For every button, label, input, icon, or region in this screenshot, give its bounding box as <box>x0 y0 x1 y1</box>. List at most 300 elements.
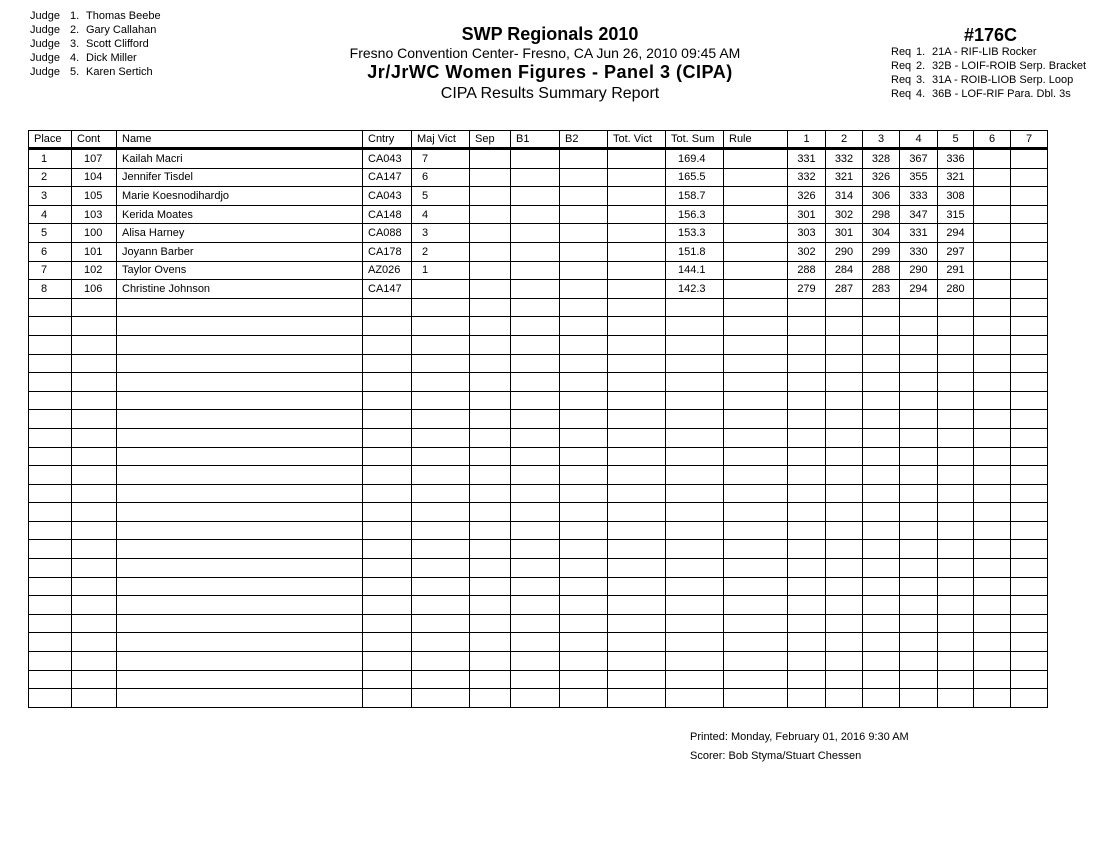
empty-cell <box>863 559 900 578</box>
empty-cell <box>29 335 72 354</box>
empty-cell <box>511 335 560 354</box>
cell-j3: 288 <box>863 261 900 280</box>
cell-j7 <box>1011 205 1048 224</box>
empty-cell <box>29 354 72 373</box>
empty-cell <box>117 335 363 354</box>
empty-cell <box>788 540 826 559</box>
cell-cont: 104 <box>72 168 117 187</box>
empty-cell <box>938 559 974 578</box>
cell-j3: 283 <box>863 280 900 299</box>
cell-b2 <box>560 261 608 280</box>
cell-j6 <box>974 205 1011 224</box>
cell-b2 <box>560 242 608 261</box>
empty-cell <box>863 428 900 447</box>
empty-cell <box>412 633 470 652</box>
cell-j1: 288 <box>788 261 826 280</box>
cell-j3: 328 <box>863 149 900 169</box>
cell-tot-vict <box>608 280 666 299</box>
empty-cell <box>788 391 826 410</box>
empty-cell <box>470 521 511 540</box>
empty-cell <box>900 484 938 503</box>
empty-cell <box>1011 335 1048 354</box>
empty-row <box>29 373 1048 392</box>
empty-cell <box>72 633 117 652</box>
empty-cell <box>363 335 412 354</box>
empty-cell <box>363 317 412 336</box>
cell-tot-vict <box>608 168 666 187</box>
empty-cell <box>412 298 470 317</box>
empty-cell <box>826 540 863 559</box>
empty-cell <box>724 521 788 540</box>
empty-cell <box>900 633 938 652</box>
cell-b1 <box>511 242 560 261</box>
cell-j2: 290 <box>826 242 863 261</box>
empty-cell <box>788 373 826 392</box>
cell-sep <box>470 187 511 206</box>
scorer-names: Scorer: Bob Styma/Stuart Chessen <box>690 750 862 762</box>
empty-cell <box>412 670 470 689</box>
empty-cell <box>724 670 788 689</box>
empty-cell <box>826 633 863 652</box>
empty-cell <box>608 521 666 540</box>
req-label: Req <box>891 60 912 72</box>
empty-cell <box>72 354 117 373</box>
cell-j1: 303 <box>788 224 826 243</box>
cell-j5: 291 <box>938 261 974 280</box>
req-number: 3. <box>916 74 926 86</box>
empty-cell <box>1011 521 1048 540</box>
empty-cell <box>938 354 974 373</box>
empty-cell <box>72 614 117 633</box>
empty-cell <box>938 521 974 540</box>
requirement-item <box>891 59 1100 73</box>
cell-rule <box>724 205 788 224</box>
empty-cell <box>863 335 900 354</box>
competition-title: SWP Regionals 2010 <box>461 24 639 44</box>
empty-cell <box>1011 540 1048 559</box>
cell-b1 <box>511 261 560 280</box>
cell-rule <box>724 168 788 187</box>
empty-cell <box>788 559 826 578</box>
empty-cell <box>72 373 117 392</box>
cell-tot-sum: 153.3 <box>666 224 724 243</box>
req-label: Req <box>891 88 912 100</box>
empty-cell <box>724 484 788 503</box>
empty-cell <box>724 559 788 578</box>
table-row <box>29 187 1048 206</box>
req-label: Req <box>891 46 912 58</box>
cell-b2 <box>560 224 608 243</box>
empty-cell <box>826 614 863 633</box>
empty-cell <box>974 614 1011 633</box>
empty-cell <box>117 298 363 317</box>
empty-cell <box>863 503 900 522</box>
cell-b2 <box>560 205 608 224</box>
empty-cell <box>117 317 363 336</box>
cell-cont: 101 <box>72 242 117 261</box>
empty-cell <box>900 652 938 671</box>
cell-name: Kailah Macri <box>117 149 363 169</box>
cell-j3: 299 <box>863 242 900 261</box>
empty-cell <box>1011 373 1048 392</box>
cell-tot-vict <box>608 149 666 169</box>
empty-cell <box>826 373 863 392</box>
empty-cell <box>117 559 363 578</box>
empty-cell <box>72 317 117 336</box>
judge-name: Thomas Beebe <box>86 10 161 22</box>
cell-cont: 100 <box>72 224 117 243</box>
cell-j5: 297 <box>938 242 974 261</box>
empty-cell <box>72 410 117 429</box>
empty-cell <box>117 689 363 708</box>
empty-cell <box>938 373 974 392</box>
empty-cell <box>29 317 72 336</box>
empty-cell <box>666 373 724 392</box>
cell-place: 3 <box>29 187 72 206</box>
empty-cell <box>412 391 470 410</box>
judges-list <box>30 9 161 79</box>
empty-cell <box>72 466 117 485</box>
cell-j6 <box>974 149 1011 169</box>
empty-cell <box>29 484 72 503</box>
empty-cell <box>724 633 788 652</box>
empty-cell <box>470 354 511 373</box>
empty-cell <box>470 317 511 336</box>
empty-row <box>29 503 1048 522</box>
empty-cell <box>560 540 608 559</box>
empty-cell <box>938 317 974 336</box>
empty-cell <box>1011 559 1048 578</box>
cell-cntry: CA088 <box>363 224 412 243</box>
empty-cell <box>117 410 363 429</box>
cell-j7 <box>1011 261 1048 280</box>
empty-cell <box>826 521 863 540</box>
empty-cell <box>470 689 511 708</box>
cell-tot-vict <box>608 205 666 224</box>
empty-cell <box>412 540 470 559</box>
empty-cell <box>900 447 938 466</box>
empty-row <box>29 614 1048 633</box>
cell-place: 7 <box>29 261 72 280</box>
empty-cell <box>900 428 938 447</box>
empty-cell <box>412 689 470 708</box>
empty-cell <box>724 428 788 447</box>
empty-cell <box>608 447 666 466</box>
judge-label: Judge <box>30 10 60 22</box>
empty-cell <box>470 373 511 392</box>
empty-cell <box>863 391 900 410</box>
empty-cell <box>470 484 511 503</box>
empty-cell <box>117 428 363 447</box>
cell-sep <box>470 205 511 224</box>
empty-row <box>29 354 1048 373</box>
empty-cell <box>1011 410 1048 429</box>
empty-cell <box>826 689 863 708</box>
empty-row <box>29 317 1048 336</box>
empty-cell <box>29 466 72 485</box>
judge-label: Judge <box>30 38 60 50</box>
empty-cell <box>826 652 863 671</box>
req-number: 4. <box>916 88 926 100</box>
empty-cell <box>412 577 470 596</box>
empty-row <box>29 428 1048 447</box>
empty-cell <box>974 373 1011 392</box>
empty-cell <box>826 298 863 317</box>
empty-cell <box>608 373 666 392</box>
empty-cell <box>900 689 938 708</box>
empty-cell <box>29 559 72 578</box>
empty-cell <box>511 428 560 447</box>
empty-cell <box>72 503 117 522</box>
empty-cell <box>863 521 900 540</box>
empty-cell <box>788 354 826 373</box>
cell-cntry: CA043 <box>363 149 412 169</box>
cell-cont: 102 <box>72 261 117 280</box>
empty-cell <box>974 689 1011 708</box>
empty-cell <box>412 466 470 485</box>
empty-cell <box>788 428 826 447</box>
cell-cntry: CA148 <box>363 205 412 224</box>
empty-cell <box>1011 466 1048 485</box>
cell-maj-vict: 5 <box>412 187 470 206</box>
empty-cell <box>29 614 72 633</box>
empty-cell <box>666 428 724 447</box>
cell-j5: 308 <box>938 187 974 206</box>
cell-j4: 347 <box>900 205 938 224</box>
empty-cell <box>974 447 1011 466</box>
req-number: 1. <box>916 46 926 58</box>
empty-cell <box>72 596 117 615</box>
column-header: 7 <box>1011 131 1048 149</box>
empty-cell <box>72 335 117 354</box>
empty-cell <box>788 689 826 708</box>
empty-cell <box>511 614 560 633</box>
cell-tot-vict <box>608 224 666 243</box>
empty-cell <box>788 335 826 354</box>
cell-tot-vict <box>608 261 666 280</box>
empty-cell <box>974 354 1011 373</box>
empty-cell <box>363 652 412 671</box>
empty-cell <box>29 391 72 410</box>
empty-cell <box>666 317 724 336</box>
empty-cell <box>511 670 560 689</box>
empty-cell <box>826 410 863 429</box>
cell-tot-sum: 151.8 <box>666 242 724 261</box>
empty-cell <box>560 503 608 522</box>
empty-cell <box>470 633 511 652</box>
empty-cell <box>788 596 826 615</box>
cell-b2 <box>560 187 608 206</box>
empty-cell <box>511 466 560 485</box>
empty-cell <box>608 335 666 354</box>
judge-label: Judge <box>30 66 60 78</box>
empty-cell <box>29 540 72 559</box>
cell-tot-sum: 165.5 <box>666 168 724 187</box>
empty-cell <box>363 577 412 596</box>
empty-cell <box>29 447 72 466</box>
cell-sep <box>470 280 511 299</box>
cell-j7 <box>1011 280 1048 299</box>
empty-cell <box>974 298 1011 317</box>
empty-cell <box>938 298 974 317</box>
cell-b2 <box>560 168 608 187</box>
cell-j2: 332 <box>826 149 863 169</box>
empty-cell <box>900 670 938 689</box>
column-header: Place <box>29 131 72 149</box>
empty-cell <box>788 503 826 522</box>
empty-cell <box>511 298 560 317</box>
empty-cell <box>788 298 826 317</box>
empty-cell <box>363 447 412 466</box>
column-header: Name <box>117 131 363 149</box>
cell-j2: 301 <box>826 224 863 243</box>
empty-cell <box>560 428 608 447</box>
empty-cell <box>560 521 608 540</box>
requirements-list <box>891 45 1100 101</box>
empty-cell <box>826 466 863 485</box>
empty-cell <box>470 466 511 485</box>
empty-cell <box>826 596 863 615</box>
cell-tot-sum: 156.3 <box>666 205 724 224</box>
cell-maj-vict: 3 <box>412 224 470 243</box>
event-info <box>891 25 1100 101</box>
empty-cell <box>1011 391 1048 410</box>
cell-b1 <box>511 187 560 206</box>
empty-cell <box>608 503 666 522</box>
cell-b1 <box>511 149 560 169</box>
cell-cntry: CA147 <box>363 168 412 187</box>
empty-cell <box>72 484 117 503</box>
column-header: 3 <box>863 131 900 149</box>
empty-cell <box>974 484 1011 503</box>
empty-row <box>29 596 1048 615</box>
cell-rule <box>724 187 788 206</box>
cell-maj-vict: 2 <box>412 242 470 261</box>
empty-cell <box>974 559 1011 578</box>
empty-cell <box>863 689 900 708</box>
cell-rule <box>724 242 788 261</box>
column-header: Tot. Sum <box>666 131 724 149</box>
empty-cell <box>363 503 412 522</box>
table-row <box>29 168 1048 187</box>
empty-cell <box>363 633 412 652</box>
empty-cell <box>788 466 826 485</box>
empty-cell <box>900 614 938 633</box>
empty-cell <box>560 447 608 466</box>
cell-maj-vict: 7 <box>412 149 470 169</box>
empty-cell <box>560 466 608 485</box>
table-row <box>29 242 1048 261</box>
empty-cell <box>608 410 666 429</box>
empty-cell <box>72 670 117 689</box>
cell-cont: 105 <box>72 187 117 206</box>
empty-cell <box>900 559 938 578</box>
judge-item <box>30 37 161 51</box>
empty-cell <box>72 577 117 596</box>
table-row <box>29 224 1048 243</box>
cell-tot-vict <box>608 242 666 261</box>
empty-row <box>29 521 1048 540</box>
empty-cell <box>826 577 863 596</box>
empty-cell <box>1011 652 1048 671</box>
empty-cell <box>511 354 560 373</box>
empty-cell <box>938 540 974 559</box>
empty-row <box>29 577 1048 596</box>
empty-cell <box>608 317 666 336</box>
empty-cell <box>72 521 117 540</box>
cell-place: 6 <box>29 242 72 261</box>
cell-j7 <box>1011 149 1048 169</box>
empty-cell <box>974 428 1011 447</box>
empty-cell <box>511 317 560 336</box>
empty-cell <box>363 354 412 373</box>
cell-j5: 321 <box>938 168 974 187</box>
venue-date: Fresno Convention Center- Fresno, CA Jun 26, 2010 09:45 AM <box>349 45 741 61</box>
empty-cell <box>974 521 1011 540</box>
empty-cell <box>974 466 1011 485</box>
empty-cell <box>412 335 470 354</box>
empty-cell <box>117 373 363 392</box>
requirement-item <box>891 73 1100 87</box>
empty-cell <box>974 391 1011 410</box>
column-header: Maj Vict <box>412 131 470 149</box>
empty-cell <box>412 559 470 578</box>
empty-cell <box>863 484 900 503</box>
cell-cntry: CA043 <box>363 187 412 206</box>
empty-cell <box>788 521 826 540</box>
req-text: 36B - LOF-RIF Para. Dbl. 3s <box>932 88 1071 100</box>
empty-cell <box>363 596 412 615</box>
empty-cell <box>666 335 724 354</box>
empty-cell <box>470 391 511 410</box>
judge-name: Gary Callahan <box>86 24 157 36</box>
empty-cell <box>900 466 938 485</box>
empty-cell <box>117 466 363 485</box>
empty-cell <box>788 652 826 671</box>
empty-cell <box>666 614 724 633</box>
empty-cell <box>608 559 666 578</box>
empty-cell <box>29 373 72 392</box>
empty-cell <box>363 466 412 485</box>
cell-j5: 280 <box>938 280 974 299</box>
empty-cell <box>608 484 666 503</box>
empty-cell <box>560 298 608 317</box>
empty-cell <box>666 354 724 373</box>
empty-cell <box>938 335 974 354</box>
empty-row <box>29 689 1048 708</box>
empty-cell <box>974 317 1011 336</box>
cell-place: 1 <box>29 149 72 169</box>
empty-cell <box>863 466 900 485</box>
cell-b1 <box>511 224 560 243</box>
empty-cell <box>470 652 511 671</box>
empty-cell <box>363 484 412 503</box>
empty-cell <box>900 391 938 410</box>
empty-row <box>29 391 1048 410</box>
empty-cell <box>1011 577 1048 596</box>
cell-cntry: CA178 <box>363 242 412 261</box>
cell-j4: 331 <box>900 224 938 243</box>
cell-tot-sum: 169.4 <box>666 149 724 169</box>
event-title: Jr/JrWC Women Figures - Panel 3 (CIPA) <box>367 62 733 82</box>
cell-b1 <box>511 280 560 299</box>
cell-j7 <box>1011 168 1048 187</box>
column-header: 4 <box>900 131 938 149</box>
cell-cont: 103 <box>72 205 117 224</box>
empty-cell <box>863 596 900 615</box>
empty-cell <box>363 521 412 540</box>
judge-item <box>30 23 161 37</box>
